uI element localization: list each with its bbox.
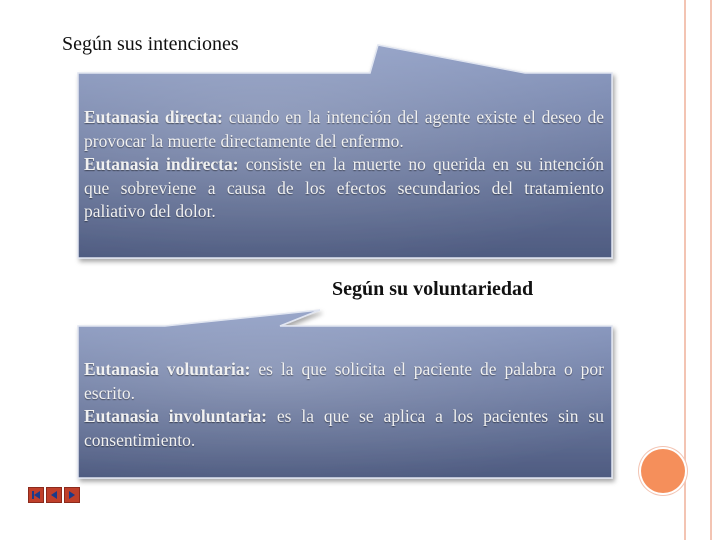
callout-2-text (84, 358, 604, 452)
decorative-orange-circle (641, 449, 685, 493)
next-slide-icon (65, 488, 79, 502)
slide-navigation (28, 487, 80, 503)
previous-slide-icon (47, 488, 61, 502)
heading-segun-intenciones: Según sus intenciones (62, 33, 239, 55)
definition-eutanasia-directa (84, 106, 604, 153)
definition-eutanasia-voluntaria (84, 358, 604, 405)
heading-segun-voluntariedad: Según su voluntariedad (332, 278, 534, 300)
callout-1-text (84, 106, 604, 224)
definition-eutanasia-indirecta (84, 153, 604, 224)
term-eutanasia-directa: Eutanasia directa: (84, 107, 223, 127)
next-slide-button[interactable] (64, 487, 80, 503)
term-eutanasia-voluntaria: Eutanasia voluntaria: (84, 359, 251, 379)
term-eutanasia-indirecta: Eutanasia indirecta: (84, 154, 239, 174)
definition-text: consiste en la muerte no querida en su intención que sobreviene a causa de los efectos secundarios del tratamiento paliativo del dolor. (84, 154, 604, 221)
first-slide-icon (29, 488, 43, 502)
definition-text: es la que solicita el paciente de palabra o por escrito. (84, 359, 604, 403)
definition-text: es la que se aplica a los pacientes sin su consentimiento. (84, 406, 604, 450)
definition-eutanasia-involuntaria (84, 405, 604, 452)
term-eutanasia-involuntaria: Eutanasia involuntaria: (84, 406, 267, 426)
definition-text: cuando en la intención del agente existe el deseo de provocar la muerte directamente del enfermo. (84, 107, 604, 151)
first-slide-button[interactable] (28, 487, 44, 503)
previous-slide-button[interactable] (46, 487, 62, 503)
